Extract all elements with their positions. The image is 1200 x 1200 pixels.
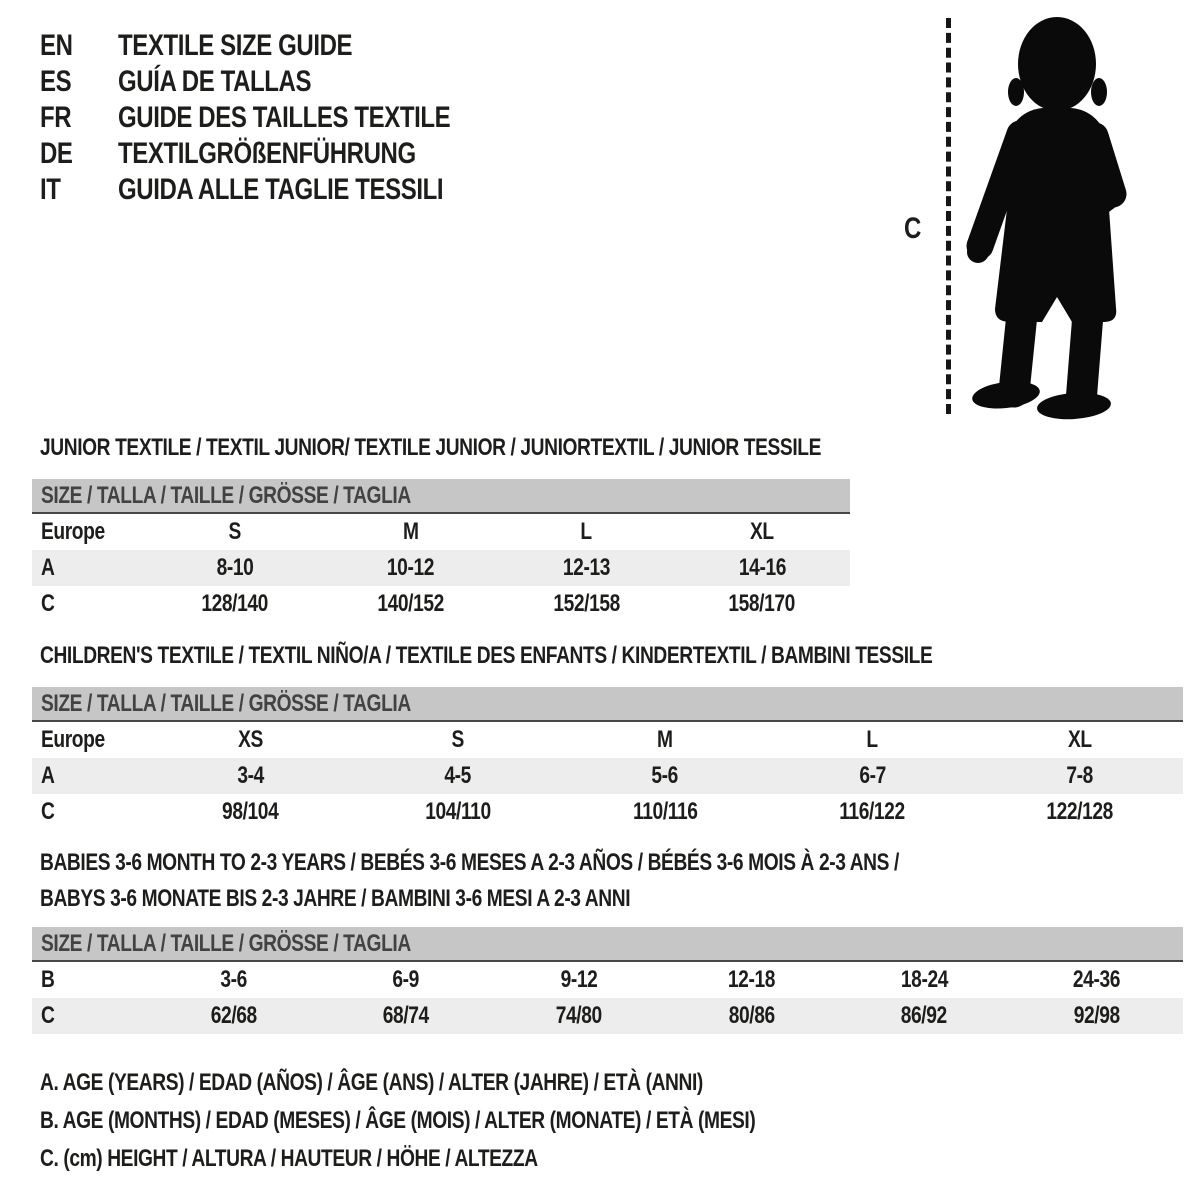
row-label: B <box>41 966 55 993</box>
language-code: EN <box>40 29 73 62</box>
months-cell: 24-36 <box>1073 966 1121 993</box>
height-cell: 68/74 <box>382 1002 430 1029</box>
months-cell: 18-24 <box>900 966 948 993</box>
language-row-es <box>40 64 533 100</box>
children-age-row <box>32 758 1183 794</box>
babies-section-heading <box>40 845 1114 917</box>
language-code: ES <box>40 65 72 98</box>
region-label: Europe <box>41 726 105 753</box>
age-cell: 5-6 <box>651 762 679 789</box>
size-cell: S <box>451 726 464 753</box>
row-label: C <box>41 590 55 617</box>
height-cell: 92/98 <box>1073 1002 1120 1029</box>
junior-height-row <box>32 586 850 622</box>
row-label: C <box>41 798 55 825</box>
size-cell: XL <box>1067 726 1092 753</box>
height-cell: 158/170 <box>728 590 796 617</box>
height-cell: 152/158 <box>553 590 620 617</box>
age-cell: 12-13 <box>562 554 610 581</box>
size-cell: M <box>402 518 419 545</box>
language-title: GUÍA DE TALLAS <box>118 65 312 98</box>
babies-size-table <box>32 927 1183 1034</box>
language-code: DE <box>40 137 73 170</box>
size-cell: XS <box>238 726 263 753</box>
junior-sizes-row <box>32 514 850 550</box>
height-measure-label: C <box>904 212 921 245</box>
row-label: C <box>41 1002 55 1029</box>
months-cell: 3-6 <box>220 966 247 993</box>
height-cell: 86/92 <box>900 1002 948 1029</box>
language-row-en <box>40 28 533 64</box>
toddler-silhouette-illustration <box>962 14 1142 420</box>
children-sizes-row <box>32 722 1183 758</box>
row-label: A <box>41 554 55 581</box>
height-cell: 74/80 <box>555 1002 602 1029</box>
height-cell: 104/110 <box>425 798 491 825</box>
region-label: Europe <box>41 518 105 545</box>
note-age-months: B. AGE (MONTHS) / EDAD (MESES) / ÂGE (MOIS) / ALTER (MONATE) / ETÀ (MESI) <box>40 1107 756 1134</box>
height-cell: 122/128 <box>1046 798 1113 825</box>
age-cell: 7-8 <box>1066 762 1093 789</box>
age-cell: 10-12 <box>387 554 435 581</box>
legend-notes <box>40 1064 934 1178</box>
months-cell: 12-18 <box>727 966 775 993</box>
row-label: A <box>41 762 55 789</box>
children-size-table <box>32 687 1183 830</box>
note-height-cm: C. (cm) HEIGHT / ALTURA / HAUTEUR / HÖHE / ALTEZZA <box>40 1145 538 1172</box>
language-row-de <box>40 136 533 172</box>
age-cell: 8-10 <box>216 554 254 581</box>
size-header-bar: SIZE / TALLA / TAILLE / GRÖSSE / TAGLIA <box>32 927 1183 960</box>
height-cell: 116/122 <box>839 798 905 825</box>
junior-section-heading: JUNIOR TEXTILE / TEXTIL JUNIOR/ TEXTILE JUNIOR / JUNIORTEXTIL / JUNIOR TESSILE <box>40 434 821 461</box>
language-title: GUIDA ALLE TAGLIE TESSILI <box>118 173 444 206</box>
language-title: GUIDE DES TAILLES TEXTILE <box>118 101 451 134</box>
language-row-it <box>40 172 533 208</box>
height-cell: 140/152 <box>377 590 444 617</box>
size-cell: S <box>228 518 242 545</box>
language-title: TEXTILGRÖßENFÜHRUNG <box>118 137 416 170</box>
months-cell: 6-9 <box>392 966 420 993</box>
children-height-row <box>32 794 1183 830</box>
children-section-heading: CHILDREN'S TEXTILE / TEXTIL NIÑO/A / TEXTILE DES ENFANTS / KINDERTEXTIL / BAMBINI TESSILE <box>40 642 933 669</box>
age-cell: 14-16 <box>738 554 786 581</box>
size-cell: L <box>580 518 593 545</box>
babies-heading-line2: BABYS 3-6 MONATE BIS 2-3 JAHRE / BAMBINI 3-6 MESI A 2-3 ANNI <box>40 885 631 912</box>
language-title: TEXTILE SIZE GUIDE <box>118 29 353 62</box>
language-list <box>40 28 533 208</box>
note-age-years: A. AGE (YEARS) / EDAD (AÑOS) / ÂGE (ANS) / ALTER (JAHRE) / ETÀ (ANNI) <box>40 1069 703 1096</box>
language-code: FR <box>40 101 72 134</box>
height-cell: 128/140 <box>201 590 269 617</box>
size-cell: XL <box>750 518 774 545</box>
height-cell: 62/68 <box>210 1002 257 1029</box>
height-cell: 80/86 <box>728 1002 775 1029</box>
size-header-bar: SIZE / TALLA / TAILLE / GRÖSSE / TAGLIA <box>32 479 850 512</box>
age-cell: 6-7 <box>858 762 886 789</box>
months-cell: 9-12 <box>560 966 598 993</box>
babies-heading-line1: BABIES 3-6 MONTH TO 2-3 YEARS / BEBÉS 3-6 MESES A 2-3 AÑOS / BÉBÉS 3-6 MOIS À 2-3 ANS / <box>40 849 899 876</box>
language-row-fr <box>40 100 533 136</box>
height-cell: 110/116 <box>632 798 698 825</box>
size-cell: L <box>866 726 878 753</box>
junior-size-table <box>32 479 850 622</box>
size-header-bar: SIZE / TALLA / TAILLE / GRÖSSE / TAGLIA <box>32 687 1183 720</box>
babies-months-row <box>32 962 1183 998</box>
age-cell: 3-4 <box>237 762 264 789</box>
size-cell: M <box>657 726 673 753</box>
height-measure-dashed-line <box>946 18 951 414</box>
language-code: IT <box>40 173 61 206</box>
age-cell: 4-5 <box>444 762 472 789</box>
junior-age-row <box>32 550 850 586</box>
height-cell: 98/104 <box>222 798 279 825</box>
babies-height-row <box>32 998 1183 1034</box>
